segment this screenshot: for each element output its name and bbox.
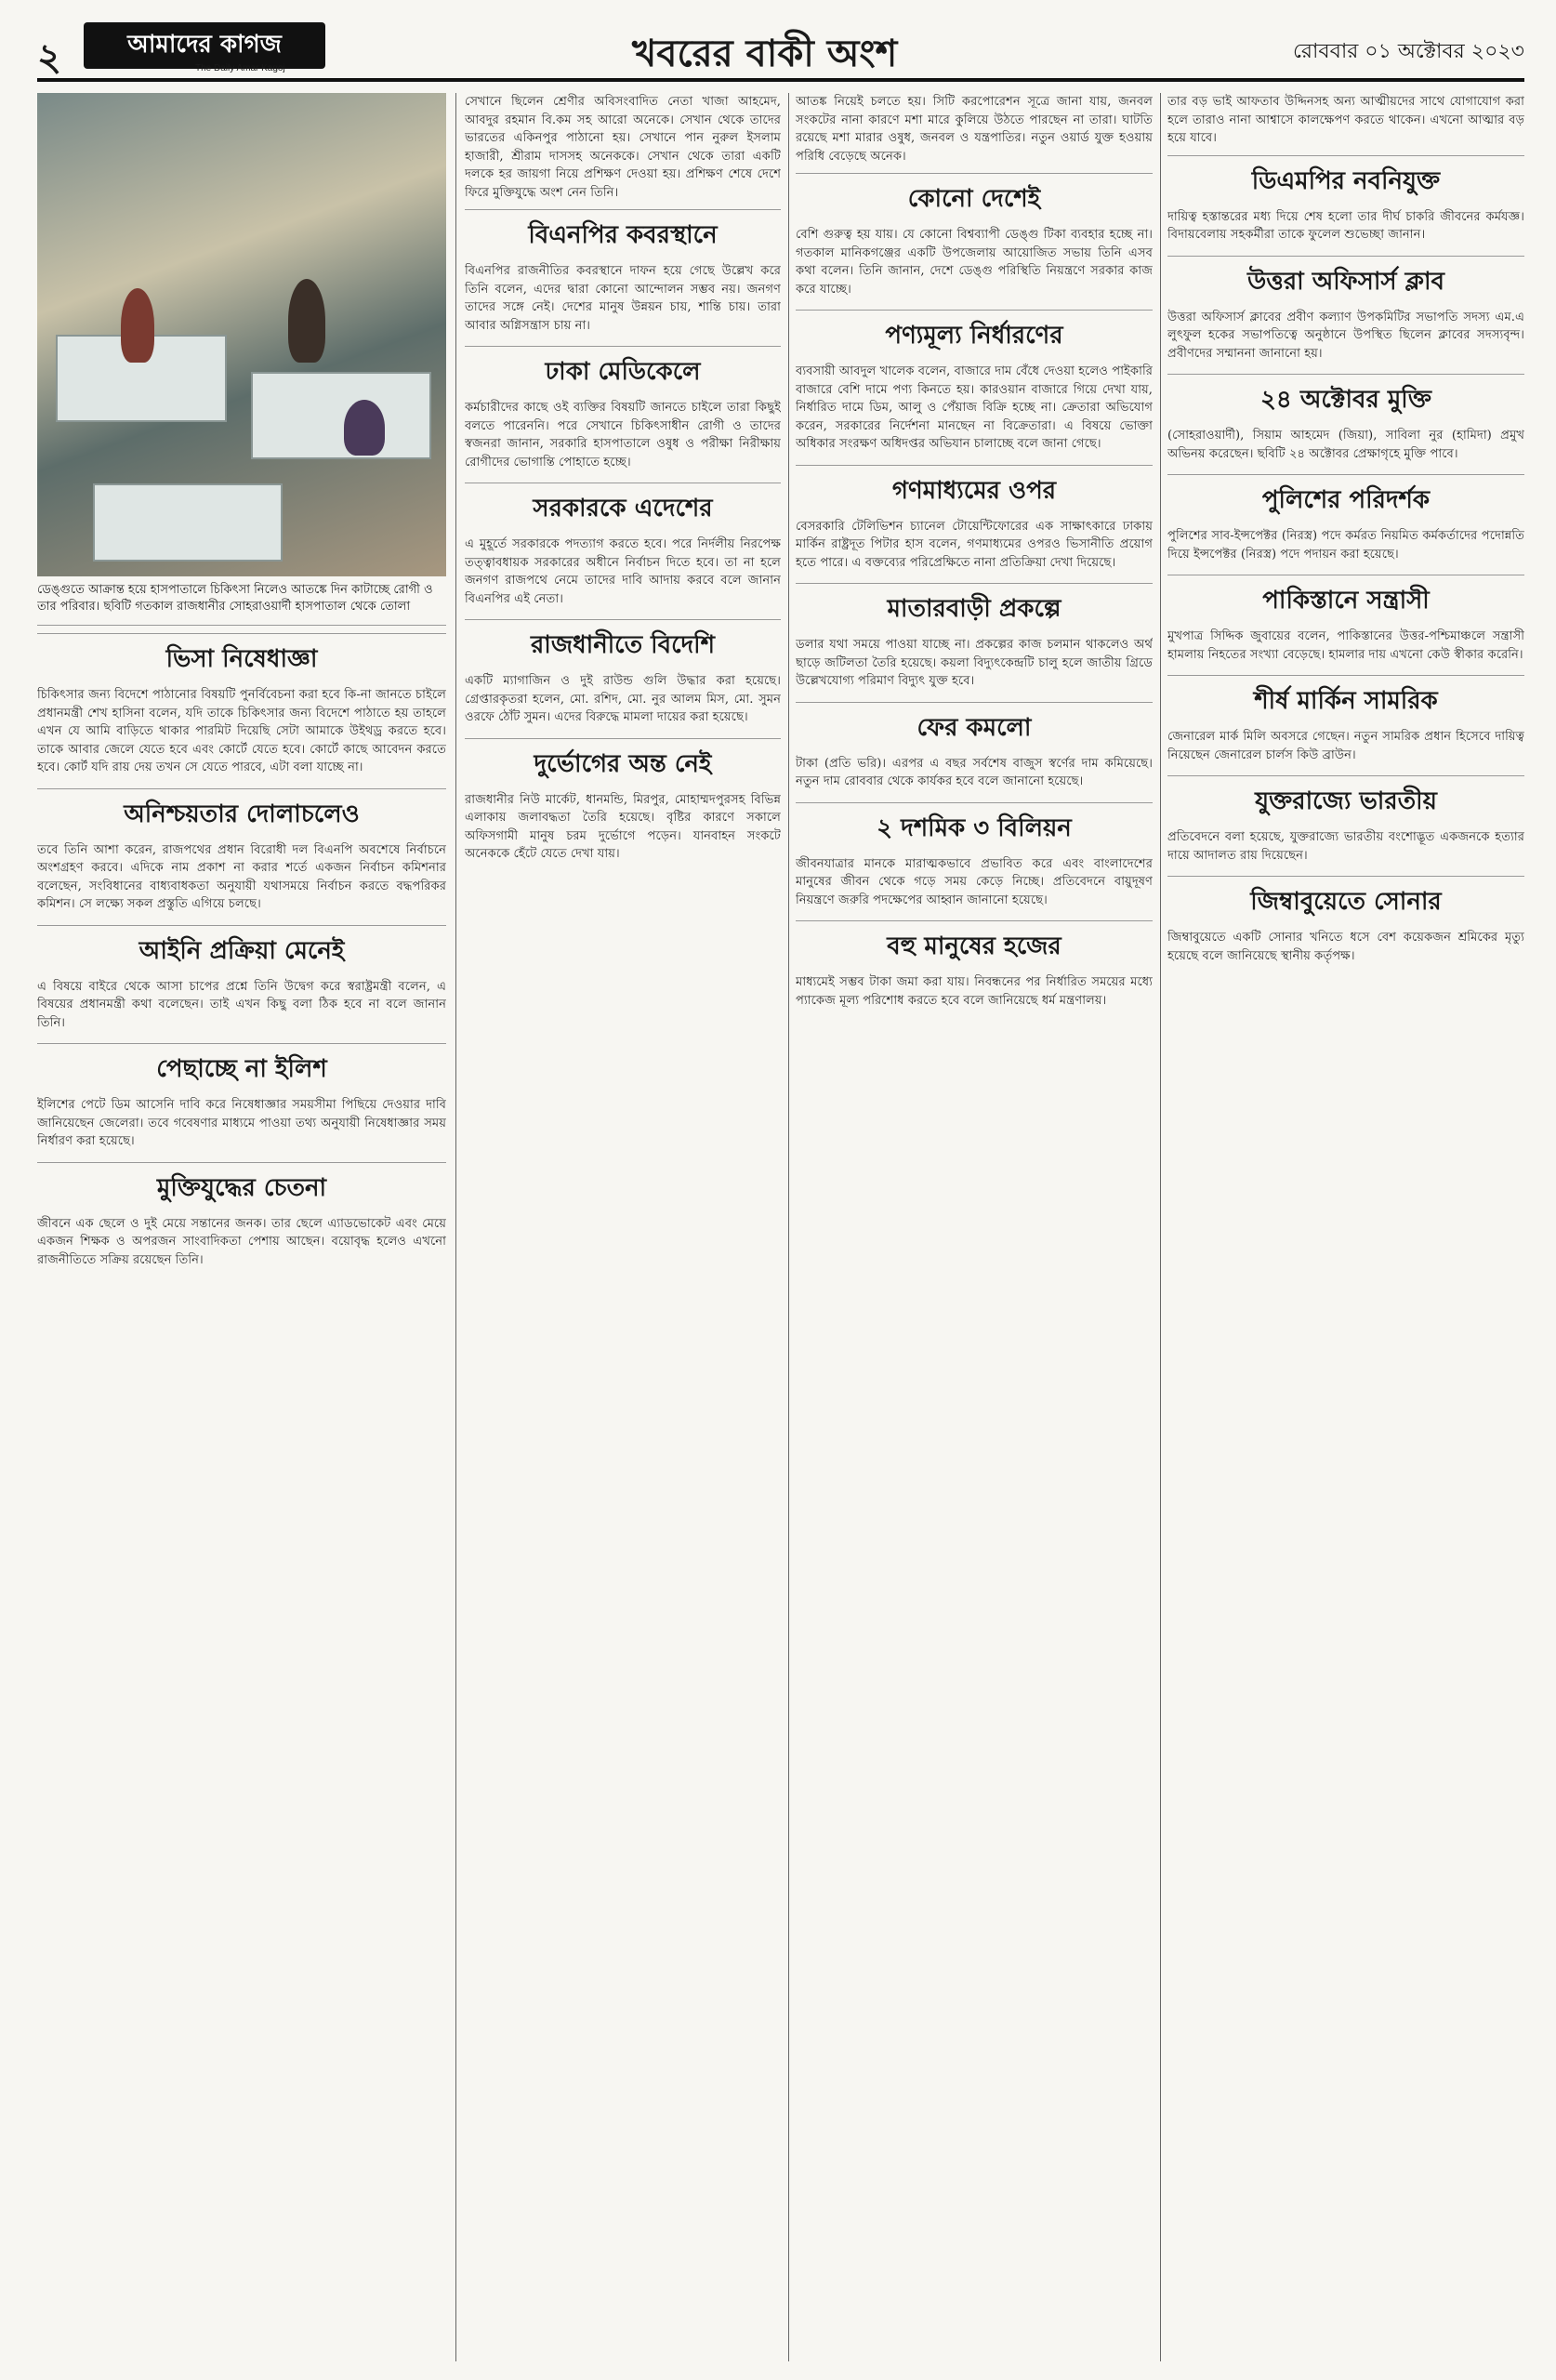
columns: [37, 93, 1524, 2361]
story-hilsa: [37, 1043, 446, 1151]
column-3: [796, 93, 1153, 2361]
story-headline: যুক্তরাজ্যে ভারতীয়: [1167, 775, 1524, 823]
column-4: [1167, 93, 1524, 2361]
page-number: ২: [37, 35, 62, 79]
story-visa: [37, 633, 446, 777]
story-headline: ঢাকা মেডিকেলে: [465, 346, 781, 393]
story-police: [1167, 474, 1524, 563]
story-suffering: [465, 738, 781, 864]
story-body: মাধ্যমেই সম্ভব টাকা জমা করা যায়। নিবন্ধনের পর নির্ধারিত সময়ের মধ্যে প্যাকেজ মূল্য পরিশোধ করতে হবে বলে জানিয়েছে ধর্ম মন্ত্রণালয়।: [796, 975, 1153, 1008]
story-headline: ২৪ অক্টোবর মুক্তি: [1167, 374, 1524, 421]
column-2: [465, 93, 781, 2361]
story-headline: অনিশ্চয়তার দোলাচলেও: [37, 788, 446, 836]
story-headline: মুক্তিযুদ্ধের চেতনা: [37, 1162, 446, 1210]
story-prices: [796, 310, 1153, 454]
story-body: একটি ম্যাগাজিন ও দুই রাউন্ড গুলি উদ্ধার করা হয়েছে। গ্রেপ্তারকৃতরা হলেন, মো. রশিদ, মো. নুর আলম মিস, মো. সুমন ওরফে ঠোঁট সুমন। এদের বিরুদ্ধে মামলা দায়ের করা হয়েছে।: [465, 674, 781, 724]
story-headline: শীর্ষ মার্কিন সামরিক: [1167, 675, 1524, 722]
story-media: [796, 465, 1153, 573]
story-uncertainty: [37, 788, 446, 914]
story-headline: জিম্বাবুয়েতে সোনার: [1167, 876, 1524, 923]
story-headline: রাজধানীতে বিদেশি: [465, 619, 781, 667]
story-body: জীবনযাত্রার মানকে মারাত্মকভাবে প্রভাবিত করে এবং বাংলাদেশের মানুষের জীবন থেকে গড়ে সময় কেড়ে নিচ্ছে। প্রতিবেদনে বায়ুদূষণ নিয়ন্ত্রণে জরুরি পদক্ষেপের আহ্বান জানানো হয়েছে।: [796, 856, 1153, 907]
story-dhaka-medical: [465, 346, 781, 471]
story-headline: সরকারকে এদেশের: [465, 483, 781, 530]
story-headline: মাতারবাড়ী প্রকল্পে: [796, 583, 1153, 630]
story-headline: কোনো দেশেই: [796, 173, 1153, 220]
story-govt: [465, 483, 781, 608]
story-body: প্রতিবেদনে বলা হয়েছে, যুক্তরাজ্যে ভারতীয় বংশোদ্ভূত একজনকে হত্যার দায়ে আদালত রায় দিয়েছেন।: [1167, 830, 1524, 863]
story-pakistan: [1167, 575, 1524, 664]
story-uk: [1167, 775, 1524, 865]
story-body: চিকিৎসার জন্য বিদেশে পাঠানোর বিষয়টি পুনর্বিবেচনা করা হবে কি-না জানতে চাইলে প্রধানমন্ত্রী শেখ হাসিনা বলেন, যদি তাকে চিকিৎসার জন্য বিদেশে পাঠাতে হয় তাহলে এখন যে আমি বাড়িতে থাকার পারমিট দিয়েছি সেটা আমাকে উইথড্র করতে হবে। তাকে আবার জেলে যেতে হবে এবং কোর্টে যেতে হবে। কোর্টে কাছে আবেদন করতে হবে। কোর্ট যদি রায় দেয় তখন সে যেতে পারবে, এটা বলা যাচ্ছে না।: [37, 688, 446, 774]
story-headline: আইনি প্রক্রিয়া মেনেই: [37, 925, 446, 972]
story-body: জিম্বাবুয়েতে একটি সোনার খনিতে ধসে বেশ কয়েকজন শ্রমিকের মৃত্যু হয়েছে বলে জানিয়েছে স্থানীয় কর্তৃপক্ষ।: [1167, 931, 1524, 963]
story-bnp: [465, 209, 781, 335]
column-1: [37, 93, 446, 2361]
story-body: ব্যবসায়ী আবদুল খালেক বলেন, বাজারে দাম বেঁধে দেওয়া হলেও পাইকারি বাজারে বেশি দামে পণ্য কিনতে হয়। কারওয়ান বাজারে গিয়ে দেখা যায়, নির্ধারিত দামে ডিম, আলু ও পেঁয়াজ বিক্রি হচ্ছে না। ক্রেতারা অভিযোগ করেন, সরকারের নির্দেশনা মানছেন না বিক্রেতারা। এ বিষয়ে ভোক্তা অধিকার সংরক্ষণ অধিদপ্তর অভিযান চালাচ্ছে বলে জানা গেছে।: [796, 364, 1153, 451]
story-body: কর্মচারীদের কাছে ওই ব্যক্তির বিষয়টি জানতে চাইলে তারা কিছুই বলতে পারেননি। পরে সেখানে চিকিৎসাধীন রোগী ও তাদের স্বজনরা জানান, সরকারি হাসপাতালে ওষুধ ও পরীক্ষা নিরীক্ষায় রোগীদের ভোগান্তি পোহাতে হচ্ছে।: [465, 401, 781, 469]
story-liberation: [37, 1162, 446, 1270]
story-headline: পাকিস্তানে সন্ত্রাসী: [1167, 575, 1524, 622]
story-body: দায়িত্ব হস্তান্তরের মধ্য দিয়ে শেষ হলো তার দীর্ঘ চাকরি জীবনের কর্মযজ্ঞ। বিদায়বেলায় সহকর্মীরা তাকে ফুলেল শুভেচ্ছা জানান।: [1167, 209, 1524, 242]
story-body: এ বিষয়ে বাইরে থেকে আসা চাপের প্রশ্নে তিনি উদ্বেগ করে স্বরাষ্ট্রমন্ত্রী বলেন, এ বিষয়ের প্রধানমন্ত্রী কথা বলেছেন। তাই এখন কিছু বলা ঠিক হবে না বলে জানান তিনি।: [37, 979, 446, 1030]
story-us-top: [1167, 675, 1524, 764]
story-continuation: সেখানে ছিলেন শ্রেণীর অবিসংবাদিত নেতা খাজা আহমেদ, আবদুর রহমান বি.কম সহ আরো অনেকে। সেখান থেকে তাদের ভারতের একিনপুর পাঠানো হয়। সেখানে পান নুরুল ইসলাম হাজারী, শ্রীরাম দাসসহ অনেককে। সেখান থেকে তারা একটি দলকে হর জায়গা নিয়ে প্রশিক্ষণ দেওয়া হয়। প্রশিক্ষণ শেষে দেশে ফিরে মুক্তিযুদ্ধে অংশ নেন তিনি।: [465, 95, 781, 200]
story-headline: ২ দশমিক ৩ বিলিয়ন: [796, 802, 1153, 850]
story-legal: [37, 925, 446, 1033]
page-header: [37, 20, 1524, 82]
story-headline: গণমাধ্যমের ওপর: [796, 465, 1153, 512]
story-body: রাজধানীর নিউ মার্কেট, ধানমন্ডি, মিরপুর, মোহাম্মদপুরসহ বিভিন্ন এলাকায় জলাবদ্ধতা তৈরি হয়েছে। বৃষ্টির কারণে সকালে অফিসগামী মানুষ চরম দুর্ভোগে পড়েন। যানবাহন সংকটে অনেককে হেঁটে যেতে দেখা যায়।: [465, 792, 781, 861]
newspaper-logo: আমাদের কাগজ: [84, 22, 325, 69]
story-oct24: [1167, 374, 1524, 463]
story-uttara: [1167, 256, 1524, 364]
story-headline: উত্তরা অফিসার্স ক্লাব: [1167, 256, 1524, 303]
story-billion: [796, 802, 1153, 910]
story-body: বেশি গুরুত্ব হয় যায়। যে কোনো বিশ্বব্যাপী ডেঙ্গু টিকা ব্যবহার হচ্ছে না। গতকাল মানিকগঞ্জের একটি উপজেলায় আয়োজিত সভায় তিনি এসব কথা বলেন। তিনি জানান, দেশে ডেঙ্গু পরিস্থিতি নিয়ন্ত্রণে সরকার কাজ করে যাচ্ছে।: [796, 228, 1153, 297]
story-capital: [465, 619, 781, 727]
story-headline: পুলিশের পরিদর্শক: [1167, 474, 1524, 522]
issue-date: রোববার ০১ অক্টোবর ২০২৩: [1292, 40, 1524, 63]
story-body: এ মুহূর্তে সরকারকে পদত্যাগ করতে হবে। পরে নির্দলীয় নিরপেক্ষ তত্ত্বাবধায়ক সরকারের অধীনে নির্বাচন দিতে হবে। তা না হলে জনগণ রাজপথে নেমে তাদের দাবি আদায় করবে বলে জানান বিএনপির এই নেতা।: [465, 537, 781, 606]
story-body: পুলিশের সাব-ইন্সপেক্টর (নিরস্ত্র) পদে কর্মরত নিয়মিত কর্মকর্তাদের পদোন্নতি দিয়ে ইন্সপেক্টর (নিরস্ত্র) পদে পদায়ন করা হয়েছে।: [1167, 529, 1524, 562]
story-headline: ডিএমপির নবনিযুক্ত: [1167, 155, 1524, 203]
section-title: খবরের বাকী অংশ: [632, 33, 898, 75]
story-body: টাকা (প্রতি ভরি)। এরপর এ বছর সর্বশেষ বাজুস স্বর্ণের দাম কমিয়েছে। নতুন দাম রোববার থেকে কার্যকর হবে বলে জানানো হয়েছে।: [796, 756, 1153, 788]
story-body: ডলার যথা সময়ে পাওয়া যাচ্ছে না। প্রকল্পের কাজ চলমান থাকলেও অর্থ ছাড়ে জটিলতা তৈরি হয়েছে। কয়লা বিদ্যুৎকেন্দ্রটি চালু হলে জাতীয় গ্রিডে উল্লেখযোগ্য পরিমাণ বিদ্যুৎ যুক্ত হবে।: [796, 638, 1153, 688]
story-body: বেসরকারি টেলিভিশন চ্যানেল টোয়েন্টিফোরের এক সাক্ষাৎকারে ঢাকায় মার্কিন রাষ্ট্রদূত পিটার হাস বলেন, গণমাধ্যমের ওপরও ভিসানীতি প্রয়োগ হতে পারে। এ বক্তব্যের পরিপ্রেক্ষিতে নানা প্রতিক্রিয়া দেখা দিয়েছে।: [796, 519, 1153, 570]
story-continuation: তার বড় ভাই আফতাব উদ্দিনসহ অন্য আত্মীয়দের সাথে যোগাযোগ করা হলে তারাও নানা আশ্বাসে কালক্ষেপণ করতে থাকেন। এখনো আত্মার বড় হয়ে যাবে।: [1167, 95, 1524, 145]
story-fell: [796, 702, 1153, 791]
story-matarbari: [796, 583, 1153, 691]
story-headline: দুর্ভোগের অন্ত নেই: [465, 738, 781, 786]
story-headline: ভিসা নিষেধাজ্ঞা: [37, 633, 446, 681]
story-body: বিএনপির রাজনীতির কবরস্থানে দাফন হয়ে গেছে উল্লেখ করে তিনি বলেন, এদের দ্বারা কোনো আন্দোলন সম্ভব নয়। জনগণ তাদের সঙ্গে নেই। দেশের মানুষ উন্নয়ন চায়, শান্তি চায়। তারা আবার অগ্নিসন্ত্রাস চায় না।: [465, 264, 781, 333]
story-headline: পণ্যমূল্য নির্ধারণের: [796, 310, 1153, 357]
story-body: উত্তরা অফিসার্স ক্লাবের প্রবীণ কল্যাণ উপকমিটির সভাপতি সদস্য এম.এ লুৎফুল হকের সভাপতিত্বে অনুষ্ঠানে উপস্থিত ছিলেন ক্লাবের সদস্যবৃন্দ। প্রবীণদের সম্মাননা জানানো হয়।: [1167, 310, 1524, 361]
story-headline: বিএনপির কবরস্থানে: [465, 209, 781, 257]
story-headline: পেছাচ্ছে না ইলিশ: [37, 1043, 446, 1091]
story-headline: বহু মানুষের হজের: [796, 920, 1153, 968]
story-body: (সোহরাওয়ার্দী), সিয়াম আহমেদ (জিয়া), সাবিলা নুর (হামিদা) প্রমুখ অভিনয় করেছেন। ছবিটি ২৪ অক্টোবর প্রেক্ষাগৃহে মুক্তি পাবে।: [1167, 429, 1524, 461]
story-body: ইলিশের পেটে ডিম আসেনি দাবি করে নিষেধাজ্ঞার সময়সীমা পিছিয়ে দেওয়ার দাবি জানিয়েছেন জেলেরা। তবে গবেষণার মাধ্যমে পাওয়া তথ্য অনুযায়ী নিষেধাজ্ঞার সময় নির্ধারণ করা হয়েছে।: [37, 1098, 446, 1148]
story-continuation: আতঙ্ক নিয়েই চলতে হয়। সিটি করপোরেশন সূত্রে জানা যায়, জনবল সংকটের নানা কারণে মশা মারে কুলিয়ে উঠতে পারছেন না তারা। ঘাটতি রয়েছে মশা মারার ওষুধ, জনবল ও যন্ত্রপাতির। নতুন ওয়ার্ড যুক্ত হওয়ায় পরিধি বেড়েছে অনেক।: [796, 95, 1153, 164]
story-headline: ফের কমলো: [796, 702, 1153, 749]
photo-caption: ডেঙ্গুতে আক্রান্ত হয়ে হাসপাতালে চিকিৎসা নিলেও আতঙ্কে দিন কাটাচ্ছে রোগী ও তার পরিবার। ছবিটি গতকাল রাজধানীর সোহরাওয়ার্দী হাসপাতাল থেকে তোলা: [37, 576, 446, 626]
story-none: [796, 173, 1153, 298]
story-promotion: [1167, 155, 1524, 245]
story-hajj: [796, 920, 1153, 1010]
story-zimbabwe: [1167, 876, 1524, 965]
newspaper-logo-english: The Daily Amar Kagoj: [195, 63, 285, 73]
story-body: তবে তিনি আশা করেন, রাজপথের প্রধান বিরোধী দল বিএনপি অবশেষে নির্বাচনে অংশগ্রহণ করবে। এদিকে নাম প্রকাশ না করার শর্তে একজন নির্বাচন কমিশনার বলেছেন, সংবিধানের বাধ্যবাধকতা অনুযায়ী যথাসময়ে নির্বাচন করতে বদ্ধপরিকর কমিশন। সে লক্ষ্যে সকল প্রস্তুতি এগিয়ে চলছে।: [37, 842, 446, 911]
story-body: মুখপাত্র সিদ্দিক জুবায়ের বলেন, পাকিস্তানের উত্তর-পশ্চিমাঞ্চলে সন্ত্রাসী হামলায় নিহতের সংখ্যা বেড়েছে। হামলার দায় এখনো কেউ স্বীকার করেনি।: [1167, 629, 1524, 662]
hospital-photo: [37, 93, 446, 576]
story-body: জীবনে এক ছেলে ও দুই মেয়ে সন্তানের জনক। তার ছেলে এ্যাডভোকেট এবং মেয়ে একজন শিক্ষক ও অপরজন সাংবাদিকতা পেশায় আছেন। বয়োবৃদ্ধ হলেও এখনো রাজনীতিতে সক্রিয় রয়েছেন তিনি।: [37, 1216, 446, 1267]
story-body: জেনারেল মার্ক মিলি অবসরে গেছেন। নতুন সামরিক প্রধান হিসেবে দায়িত্ব নিয়েছেন জেনারেল চার্লস কিউ ব্রাউন।: [1167, 730, 1524, 762]
